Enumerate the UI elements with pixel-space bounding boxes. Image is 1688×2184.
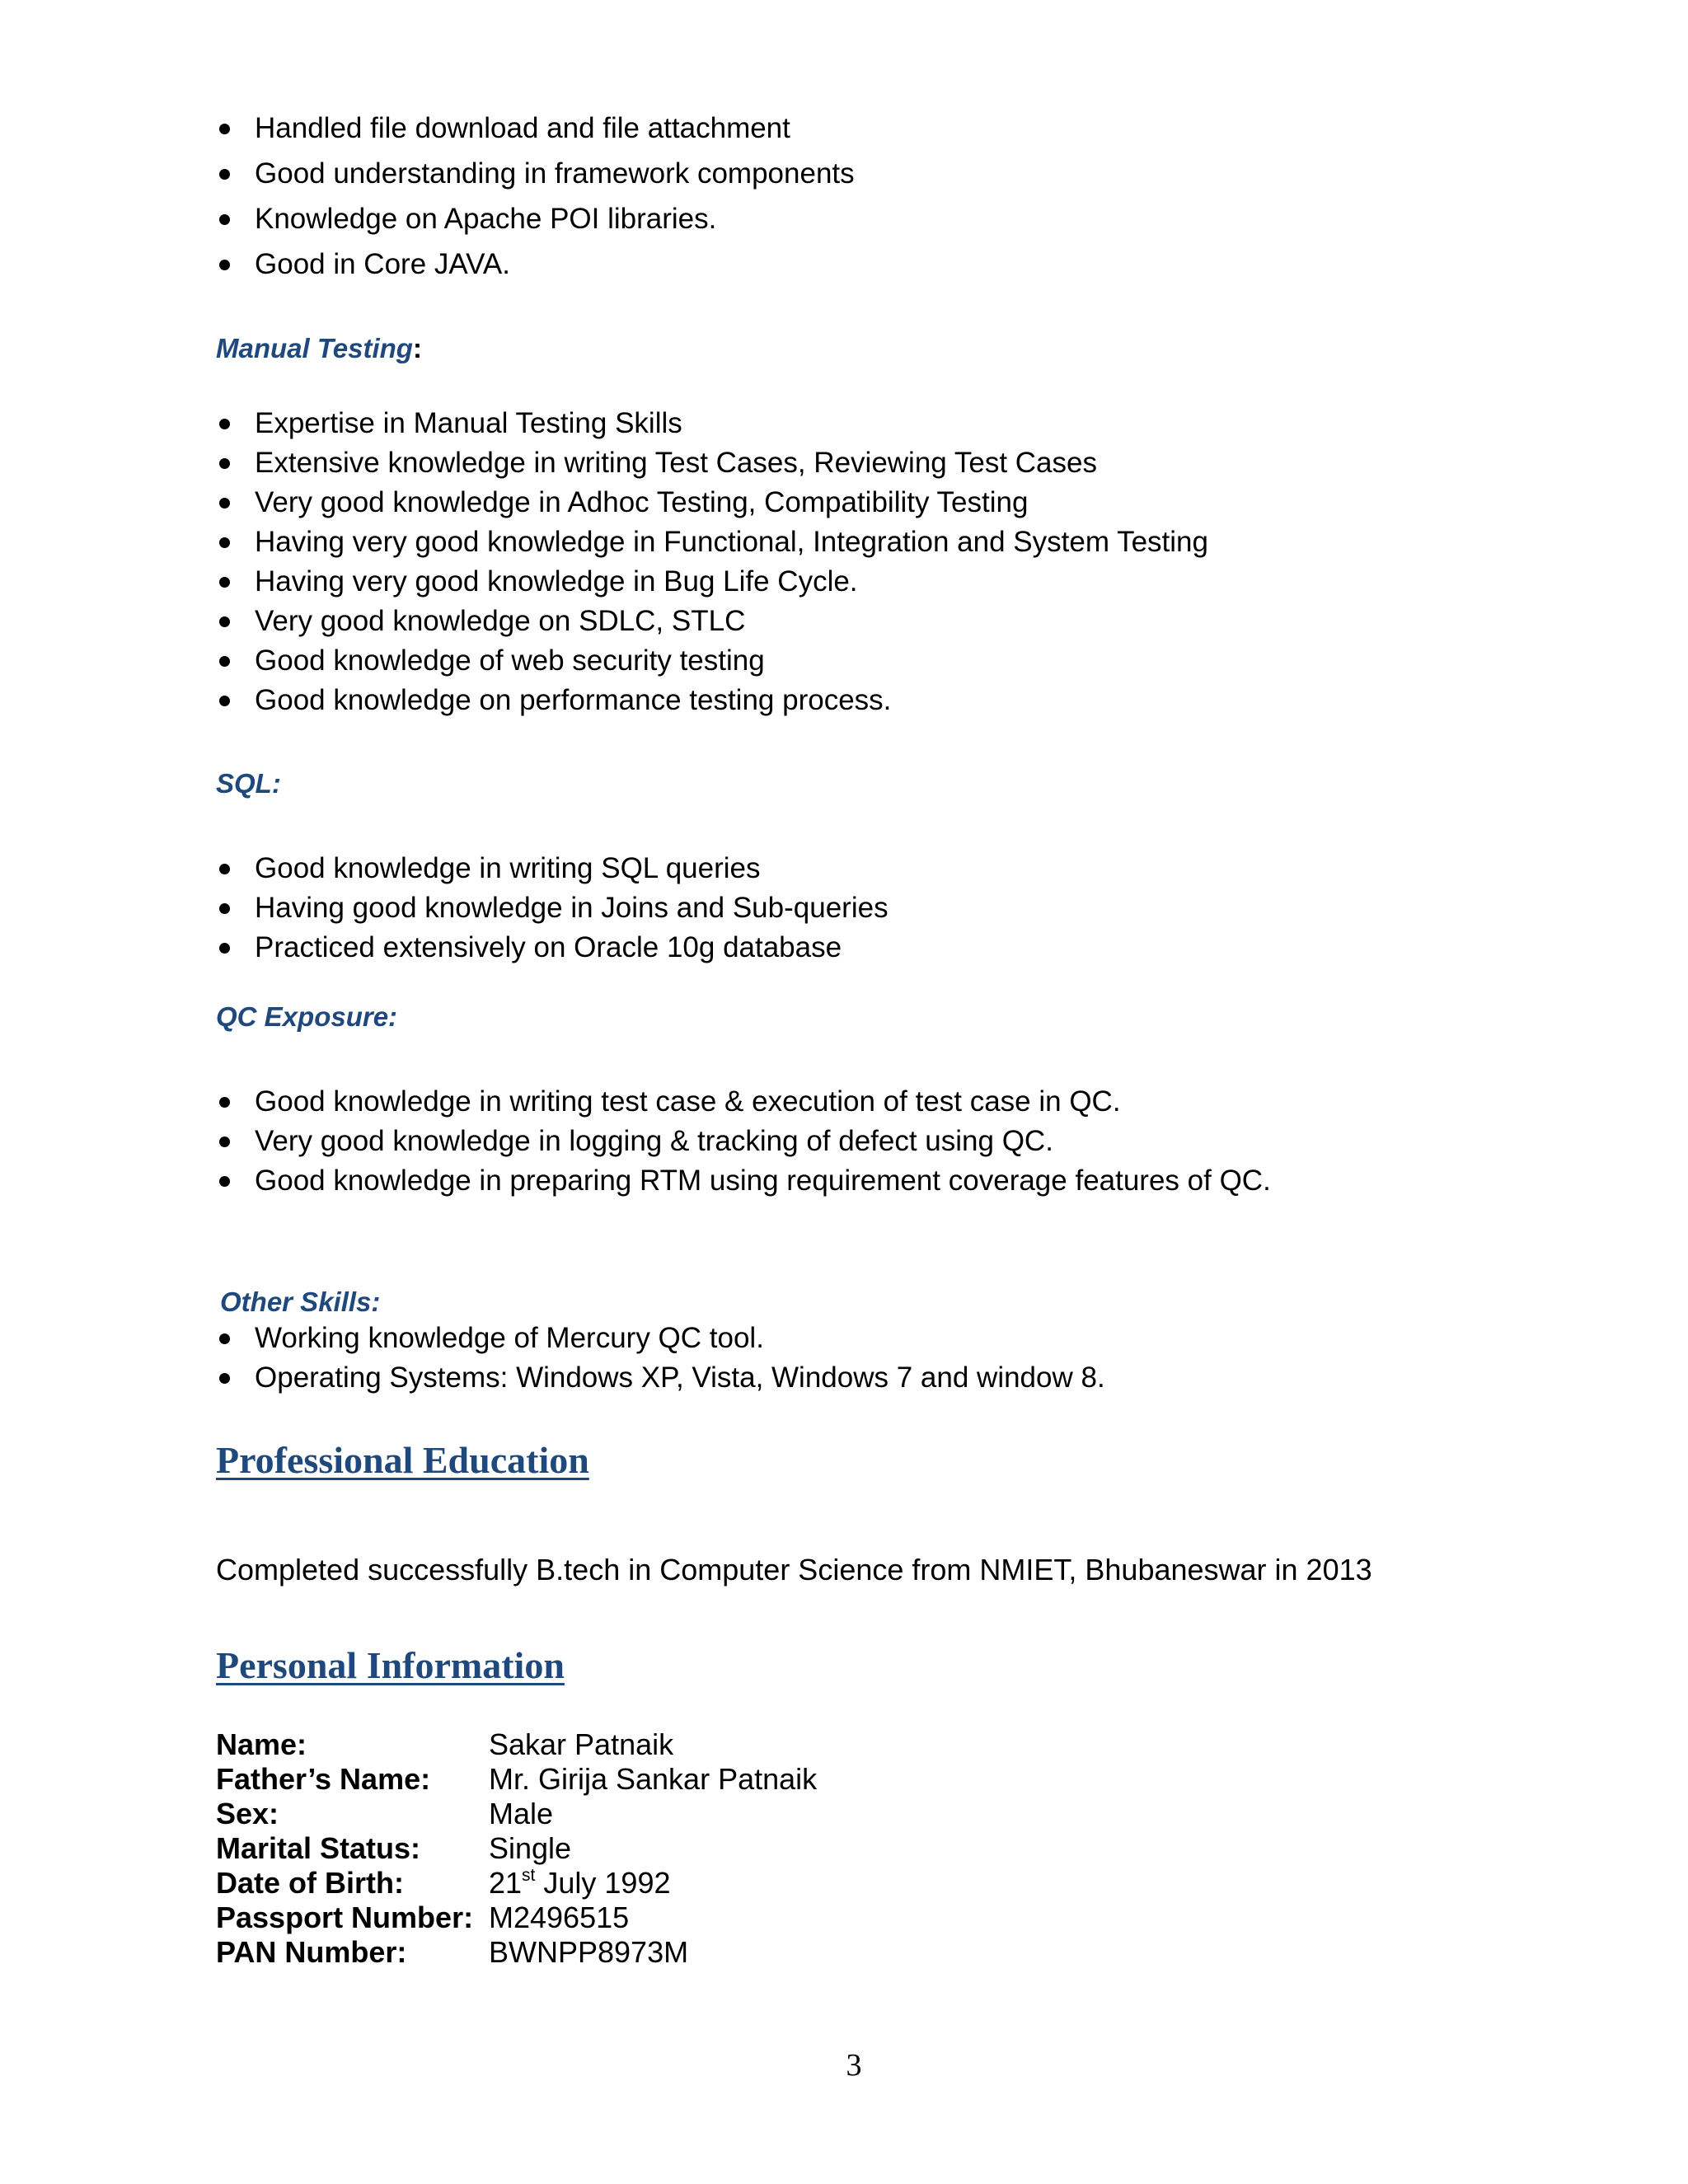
info-label: Date of Birth: (216, 1866, 404, 1900)
top-skills-list (216, 105, 855, 287)
list-item: Expertise in Manual Testing Skills (216, 404, 1208, 443)
info-row-marital-status (216, 1831, 817, 1866)
sql-list (216, 849, 889, 968)
manual-testing-list (216, 404, 1208, 720)
list-item: Good knowledge in preparing RTM using requirement coverage features of QC. (216, 1161, 1271, 1201)
other-skills-heading: Other Skills: (220, 1286, 381, 1317)
info-label: Marital Status: (216, 1831, 421, 1865)
list-item: Good understanding in framework components (216, 151, 855, 196)
list-item: Very good knowledge in Adhoc Testing, Compatibility Testing (216, 483, 1208, 523)
info-row-sex (216, 1797, 817, 1831)
professional-education-title: Professional Education (216, 1439, 589, 1481)
info-value: Sakar Patnaik (489, 1727, 674, 1761)
info-row-fathers-name (216, 1762, 817, 1797)
list-item: Knowledge on Apache POI libraries. (216, 196, 855, 241)
info-label: Passport Number: (216, 1900, 474, 1934)
info-value: BWNPP8973M (489, 1935, 689, 1969)
dob-month-year: July 1992 (535, 1866, 671, 1900)
info-value: Mr. Girija Sankar Patnaik (489, 1762, 818, 1796)
info-row-passport-number (216, 1900, 817, 1935)
list-item: Having very good knowledge in Functional, Integration and System Testing (216, 523, 1208, 562)
info-row-pan-number (216, 1935, 817, 1970)
list-item: Working knowledge of Mercury QC tool. (216, 1319, 1105, 1358)
list-item: Good knowledge of web security testing (216, 641, 1208, 681)
list-item: Extensive knowledge in writing Test Cases, Reviewing Test Cases (216, 443, 1208, 483)
qc-exposure-list (216, 1082, 1271, 1201)
info-value (489, 1866, 671, 1900)
list-item: Very good knowledge on SDLC, STLC (216, 602, 1208, 641)
info-value: Male (489, 1797, 554, 1830)
info-label: Name: (216, 1727, 307, 1761)
manual-testing-heading: Manual Testing: (216, 333, 422, 363)
other-skills-list (216, 1319, 1105, 1398)
list-item: Very good knowledge in logging & tracking of defect using QC. (216, 1122, 1271, 1161)
page-number: 3 (846, 2048, 862, 2083)
info-label: Sex: (216, 1797, 279, 1830)
list-item: Operating Systems: Windows XP, Vista, Windows 7 and window 8. (216, 1358, 1105, 1398)
education-text: Completed successfully B.tech in Computer Science from NMIET, Bhubaneswar in 2013 (216, 1553, 1372, 1586)
info-label: Father’s Name: (216, 1762, 431, 1796)
info-row-date-of-birth (216, 1866, 817, 1900)
list-item: Good in Core JAVA. (216, 241, 855, 287)
sql-heading: SQL: (216, 768, 281, 799)
info-value: Single (489, 1831, 572, 1865)
list-item: Having good knowledge in Joins and Sub-queries (216, 888, 889, 928)
list-item: Handled file download and file attachment (216, 105, 855, 151)
dob-day: 21 (489, 1866, 523, 1900)
list-item: Practiced extensively on Oracle 10g database (216, 928, 889, 968)
info-label: PAN Number: (216, 1935, 407, 1969)
list-item: Good knowledge in writing test case & execution of test case in QC. (216, 1082, 1271, 1122)
personal-info-table (216, 1727, 817, 1970)
list-item: Good knowledge on performance testing process. (216, 681, 1208, 720)
info-row-name (216, 1727, 817, 1762)
info-value: M2496515 (489, 1900, 630, 1934)
qc-exposure-heading: QC Exposure: (216, 1001, 398, 1032)
personal-information-title: Personal Information (216, 1644, 565, 1686)
list-item: Having very good knowledge in Bug Life Cycle. (216, 562, 1208, 602)
dob-ordinal-suffix: st (522, 1866, 536, 1885)
list-item: Good knowledge in writing SQL queries (216, 849, 889, 888)
